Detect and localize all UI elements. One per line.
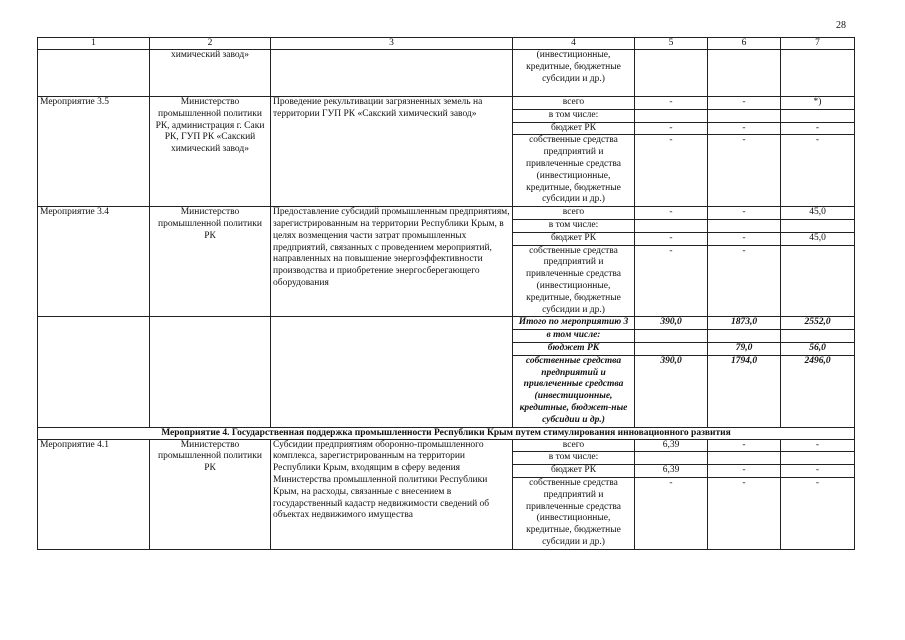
- value-cell: -: [781, 465, 855, 478]
- funding-source-cell: в том числе:: [513, 330, 635, 343]
- value-cell: [708, 50, 781, 97]
- value-cell: [635, 452, 708, 465]
- table-row: [38, 97, 855, 110]
- funding-source-cell: в том числе:: [513, 109, 635, 122]
- total-row: [38, 317, 855, 330]
- executor-cell: Министерство промышленной политики РК: [150, 207, 271, 317]
- funding-source-cell: Итого по мероприятию 3: [513, 317, 635, 330]
- funding-source-cell: в том числе:: [513, 219, 635, 232]
- value-cell: [708, 452, 781, 465]
- value-cell: 45,0: [781, 207, 855, 220]
- value-cell: [781, 109, 855, 122]
- value-cell: 79,0: [708, 342, 781, 355]
- description-cell: Предоставление субсидий промышленным предприятиям, зарегистрированным на территории Республики Крым, в целях возмещения части затрат промышленных предприятий, связанных с проведением мероприятий, направленных на повышение энергоэффективности производства и приобретение энергосберегающего оборудования: [271, 207, 513, 317]
- funding-source-cell: собственные средства предприятий и привлеченные средства (инвестиционные, кредитные, бюджетные субсидии и др.): [513, 245, 635, 317]
- value-cell: -: [708, 439, 781, 452]
- description-cell: Субсидии предприятиям оборонно-промышленного комплекса, зарегистрированным на территории Республики Крым, входящим в сферу ведения Министерства промышленной политики Республики Крым, на расходы, связанные с внесением в государственный кадастр недвижимости сведений об объектах недвижимого имущества: [271, 439, 513, 549]
- value-cell: 1873,0: [708, 317, 781, 330]
- value-cell: 6,39: [635, 439, 708, 452]
- measure-name-cell: [38, 317, 150, 427]
- value-cell: -: [781, 439, 855, 452]
- table-row: [38, 207, 855, 220]
- funding-source-cell: бюджет РК: [513, 232, 635, 245]
- section-title: Мероприятие 4. Государственная поддержка промышленности Республики Крым путем стимулирования инновационного развития: [38, 427, 855, 439]
- column-number: 2: [150, 38, 271, 50]
- value-cell: [635, 109, 708, 122]
- value-cell: -: [635, 245, 708, 317]
- value-cell: 390,0: [635, 317, 708, 330]
- executor-cell: химический завод»: [150, 50, 271, 97]
- value-cell: -: [635, 135, 708, 207]
- funding-source-cell: бюджет РК: [513, 465, 635, 478]
- table-row: [38, 439, 855, 452]
- description-cell: [271, 317, 513, 427]
- value-cell: *): [781, 97, 855, 110]
- value-cell: -: [708, 477, 781, 549]
- value-cell: [781, 50, 855, 97]
- value-cell: [635, 330, 708, 343]
- funding-source-cell: всего: [513, 207, 635, 220]
- measure-name-cell: [38, 50, 150, 97]
- measure-name-cell: Мероприятие 3.4: [38, 207, 150, 317]
- value-cell: 6,39: [635, 465, 708, 478]
- column-number: 3: [271, 38, 513, 50]
- program-table: [37, 37, 855, 550]
- funding-source-cell: бюджет РК: [513, 122, 635, 135]
- value-cell: -: [708, 465, 781, 478]
- funding-source-cell: в том числе:: [513, 452, 635, 465]
- column-number: 7: [781, 38, 855, 50]
- funding-source-cell: собственные средства предприятий и привлеченные средства (инвестиционные, кредитные, бюджет-ные субсидии и др.): [513, 355, 635, 427]
- value-cell: -: [635, 232, 708, 245]
- value-cell: -: [781, 477, 855, 549]
- executor-cell: Министерство промышленной политики РК, администрация г. Саки РК, ГУП РК «Сакский химический завод»: [150, 97, 271, 207]
- funding-source-cell: собственные средства предприятий и привлеченные средства (инвестиционные, кредитные, бюджетные субсидии и др.): [513, 477, 635, 549]
- value-cell: -: [635, 97, 708, 110]
- value-cell: [781, 219, 855, 232]
- funding-source-cell: всего: [513, 97, 635, 110]
- value-cell: -: [708, 245, 781, 317]
- description-cell: Проведение рекультивации загрязненных земель на территории ГУП РК «Сакский химический завод»: [271, 97, 513, 207]
- section-row: [38, 427, 855, 439]
- funding-source-cell: бюджет РК: [513, 342, 635, 355]
- value-cell: 45,0: [781, 232, 855, 245]
- value-cell: -: [708, 232, 781, 245]
- value-cell: [635, 342, 708, 355]
- value-cell: 2496,0: [781, 355, 855, 427]
- value-cell: [708, 109, 781, 122]
- value-cell: [781, 452, 855, 465]
- value-cell: -: [781, 135, 855, 207]
- value-cell: -: [708, 207, 781, 220]
- value-cell: [635, 219, 708, 232]
- table-row: [38, 50, 855, 97]
- value-cell: 390,0: [635, 355, 708, 427]
- value-cell: -: [708, 122, 781, 135]
- value-cell: [781, 245, 855, 317]
- value-cell: -: [708, 97, 781, 110]
- value-cell: [635, 50, 708, 97]
- value-cell: -: [781, 122, 855, 135]
- measure-name-cell: Мероприятие 4.1: [38, 439, 150, 549]
- value-cell: [708, 330, 781, 343]
- value-cell: -: [635, 477, 708, 549]
- value-cell: -: [708, 135, 781, 207]
- column-number: 4: [513, 38, 635, 50]
- value-cell: [708, 219, 781, 232]
- measure-name-cell: Мероприятие 3.5: [38, 97, 150, 207]
- page-number: 28: [836, 20, 846, 31]
- value-cell: -: [635, 122, 708, 135]
- funding-source-cell: собственные средства предприятий и привлеченные средства (инвестиционные, кредитные, бюджетные субсидии и др.): [513, 135, 635, 207]
- description-cell: [271, 50, 513, 97]
- value-cell: 2552,0: [781, 317, 855, 330]
- value-cell: 1794,0: [708, 355, 781, 427]
- funding-source-cell: (инвестиционные, кредитные, бюджетные субсидии и др.): [513, 50, 635, 97]
- funding-source-cell: всего: [513, 439, 635, 452]
- column-number: 6: [708, 38, 781, 50]
- column-number: 5: [635, 38, 708, 50]
- value-cell: [781, 330, 855, 343]
- value-cell: 56,0: [781, 342, 855, 355]
- column-number-row: [38, 38, 855, 50]
- column-number: 1: [38, 38, 150, 50]
- executor-cell: Министерство промышленной политики РК: [150, 439, 271, 549]
- executor-cell: [150, 317, 271, 427]
- value-cell: -: [635, 207, 708, 220]
